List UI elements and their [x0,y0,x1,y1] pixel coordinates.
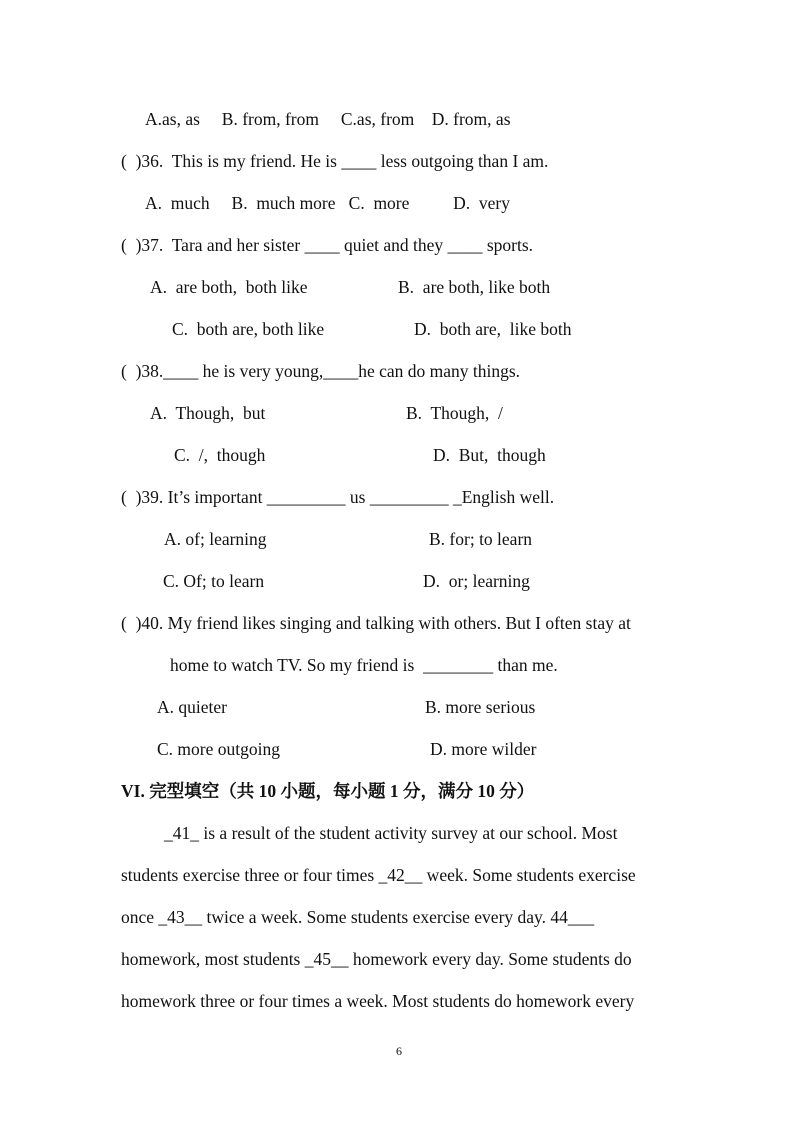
passage-line: homework three or four times a week. Most students do homework every [121,991,635,1011]
q39-question: ( )39. It’s important _________ us _________ _English well. [121,487,555,507]
q37-option-b: B. are both, like both [398,277,551,297]
section-heading: VI. 完型填空（共 10 小题，每小题 1 分，满分 10 分） [121,781,535,801]
q35-options: A.as, as B. from, from C.as, from D. from, as [145,109,511,129]
q39-option-b: B. for; to learn [429,529,533,549]
q40-option-c: C. more outgoing [157,739,280,759]
q39-option-d: D. or; learning [423,571,530,591]
q39-option-c: C. Of; to learn [163,571,265,591]
q38-question: ( )38.____ he is very young,____he can do many things. [121,361,521,381]
q36-options: A. much B. much more C. more D. very [145,193,511,213]
q38-option-b: B. Though, / [406,403,503,423]
passage-line: students exercise three or four times _42__ week. Some students exercise [121,865,636,885]
q40-question-line-2: home to watch TV. So my friend is ________ than me. [170,655,558,675]
passage-line: _41_ is a result of the student activity survey at our school. Most [164,823,618,843]
q37-option-d: D. both are, like both [414,319,572,339]
q36-question: ( )36. This is my friend. He is ____ less outgoing than I am. [121,151,549,171]
q37-option-a: A. are both, both like [150,277,308,297]
q37-option-c: C. both are, both like [172,319,325,339]
passage-line: once _43__ twice a week. Some students exercise every day. 44___ [121,907,595,927]
passage-line: homework, most students _45__ homework every day. Some students do [121,949,632,969]
q40-option-d: D. more wilder [430,739,537,759]
q40-option-b: B. more serious [425,697,536,717]
page-number: 6 [396,1044,402,1058]
q40-option-a: A. quieter [157,697,227,717]
q38-option-c: C. /, though [174,445,266,465]
q39-option-a: A. of; learning [164,529,267,549]
q38-option-a: A. Though, but [150,403,266,423]
q38-option-d: D. But, though [433,445,546,465]
q40-question-line-1: ( )40. My friend likes singing and talking with others. But I often stay at [121,613,631,633]
q37-question: ( )37. Tara and her sister ____ quiet and they ____ sports. [121,235,534,255]
